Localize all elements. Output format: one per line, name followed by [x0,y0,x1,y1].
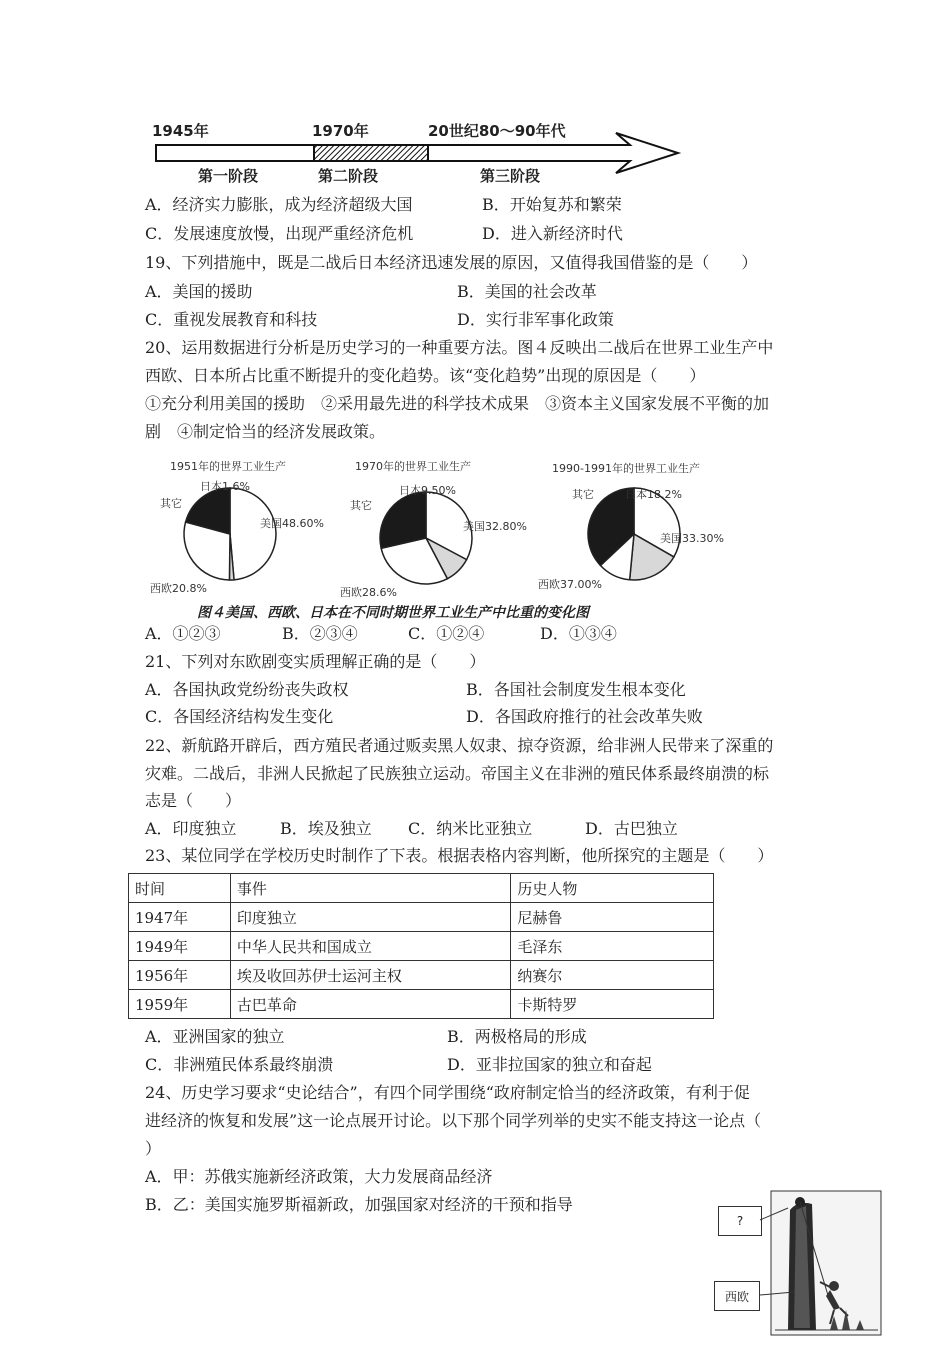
pie-label-japan: 日本18.2% [625,488,682,501]
table-cell: 卡斯特罗 [511,990,714,1019]
q21-option-c: C．各国经济结构发生变化 [145,707,334,726]
q18-option-c: C．发展速度放慢，出现严重经济危机 [145,224,414,243]
table-cell: 1956年 [129,961,231,990]
q19-option-d: D．实行非军事化政策 [457,310,614,329]
q22-stem-line-2: 灾难。二战后，非洲人民掀起了民族独立运动。帝国主义在非洲的殖民体系最终崩溃的标 [145,764,770,783]
q18-option-d: D．进入新经济时代 [482,224,623,243]
timeline-year-1970: 1970年 [312,122,369,140]
q23-table [128,873,714,1019]
q21-stem: 21、下列对东欧剧变实质理解正确的是（ ） [145,652,486,671]
q22-option-d: D．古巴独立 [585,819,678,838]
pie-label-japan: 日本1.6% [200,480,250,493]
q24-stem-line-1: 24、历史学习要求“史论结合”，有四个同学围绕“政府制定恰当的经济政策，有利于促 [145,1083,750,1102]
cartoon-box-question: ? [718,1206,762,1236]
table-cell: 1947年 [129,903,231,932]
pie-label-usa: 美国32.80% [463,520,527,533]
table-cell: 埃及收回苏伊士运河主权 [230,961,510,990]
q22-stem-line-3: 志是（ ） [145,791,242,810]
table-cell: 尼赫鲁 [511,903,714,932]
pie-title: 1990-1991年的世界工业生产 [552,462,700,475]
pie-slice-西欧 [380,492,426,548]
table-row [129,961,714,990]
pie-label-weu: 西欧28.6% [340,586,397,599]
pie-svg [376,488,476,588]
q23-option-c: C．非洲殖民体系最终崩溃 [145,1055,334,1074]
cartoon-box-western-europe: 西欧 [714,1281,760,1311]
table-header-cell: 历史人物 [511,874,714,903]
q24-stem-line-3: ） [145,1139,162,1158]
q19-option-c: C．重视发展教育和科技 [145,310,318,329]
timeline-year-80s: 20世纪80～90年代 [428,122,566,140]
figure-caption: 图４美国、西欧、日本在不同时期世界工业生产中比重的变化图 [197,605,589,621]
pie-label-japan: 日本9.50% [399,484,456,497]
table-header-cell: 事件 [230,874,510,903]
q20-option-b: B．②③④ [282,624,358,643]
cartoon-connector-lines [758,1200,798,1300]
table-header-row [129,874,714,903]
q20-stem-line-1: 20、运用数据进行分析是历史学习的一种重要方法。图４反映出二战后在世界工业生产中 [145,338,774,357]
q18-option-b: B．开始复苏和繁荣 [482,195,622,214]
pie-title: 1951年的世界工业生产 [170,460,286,473]
q22-option-c: C．纳米比亚独立 [408,819,533,838]
q23-option-b: B．两极格局的形成 [447,1027,587,1046]
table-cell: 古巴革命 [230,990,510,1019]
q20-option-d: D．①③④ [540,624,617,643]
table-cell: 纳赛尔 [511,961,714,990]
timeline-stage-3: 第三阶段 [480,167,541,185]
table-row [129,932,714,961]
q22-option-b: B．埃及独立 [280,819,372,838]
q18-option-a: A．经济实力膨胀，成为经济超级大国 [145,195,413,214]
q21-option-a: A．各国执政党纷纷丧失政权 [145,680,349,699]
table-row [129,990,714,1019]
q20-stem-line-2: 西欧、日本所占比重不断提升的变化趋势。该“变化趋势”出现的原因是（ ） [145,366,706,385]
pie-label-usa: 美国48.60% [260,517,324,530]
q19-option-a: A．美国的援助 [145,282,253,301]
pie-title: 1970年的世界工业生产 [355,460,471,473]
q20-stem-line-4: 剧 ④制定恰当的经济发展政策。 [145,422,386,441]
q24-option-a: A．甲：苏俄实施新经济政策，大力发展商品经济 [145,1167,493,1186]
table-cell: 1949年 [129,932,231,961]
q22-stem-line-1: 22、新航路开辟后，西方殖民者通过贩卖黑人奴隶、掠夺资源，给非洲人民带来了深重的 [145,736,774,755]
pie-slice-美国 [230,488,276,580]
pie-label-weu: 西欧37.00% [538,578,602,591]
timeline-stage-2: 第二阶段 [318,167,379,185]
table-row [129,903,714,932]
table-cell: 印度独立 [230,903,510,932]
q19-option-b: B．美国的社会改革 [457,282,597,301]
q24-option-b: B．乙：美国实施罗斯福新政，加强国家对经济的干预和指导 [145,1195,573,1214]
table-cell: 1959年 [129,990,231,1019]
q20-stem-line-3: ①充分利用美国的援助 ②采用最先进的科学技术成果 ③资本主义国家发展不平衡的加 [145,394,770,413]
q21-option-b: B．各国社会制度发生根本变化 [466,680,686,699]
pie-svg [180,484,280,584]
table-header-cell: 时间 [129,874,231,903]
q20-option-c: C．①②④ [408,624,485,643]
q23-option-a: A．亚洲国家的独立 [145,1027,285,1046]
q20-option-a: A．①②③ [145,624,221,643]
pie-label-usa: 美国33.30% [660,532,724,545]
timeline-stage-1: 第一阶段 [198,167,259,185]
pie-label-other: 其它 [572,488,594,501]
timeline-year-1945: 1945年 [152,122,209,140]
q24-stem-line-2: 进经济的恢复和发展”这一论点展开讨论。以下那个同学列举的史实不能支持这一论点（ [145,1111,762,1130]
q19-stem: 19、下列措施中，既是二战后日本经济迅速发展的原因，又值得我国借鉴的是（ ） [145,253,758,272]
q22-option-a: A．印度独立 [145,819,237,838]
q21-option-d: D．各国政府推行的社会改革失败 [466,707,703,726]
table-cell: 中华人民共和国成立 [230,932,510,961]
q23-option-d: D．亚非拉国家的独立和奋起 [447,1055,652,1074]
pie-label-other: 其它 [160,497,182,510]
pie-label-other: 其它 [350,499,372,512]
table-cell: 毛泽东 [511,932,714,961]
pie-label-weu: 西欧20.8% [150,582,207,595]
q23-stem: 23、某位同学在学校历史时制作了下表。根据表格内容判断，他所探究的主题是（ ） [145,846,774,865]
